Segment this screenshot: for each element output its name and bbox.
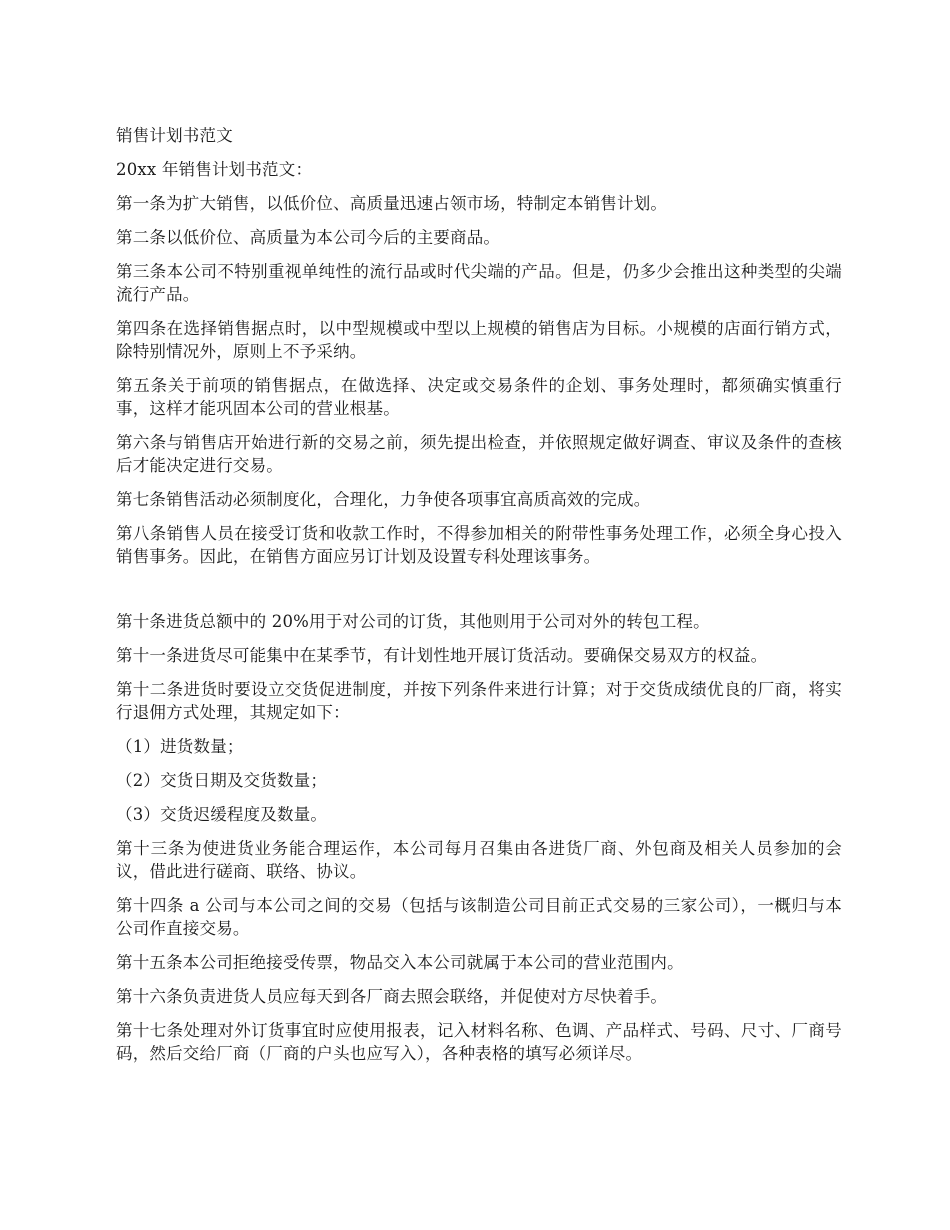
article-6: 第六条与销售店开始进行新的交易之前，须先提出检查，并依照规定做好调查、审议及条件的查核后才能决定进行交易。 (116, 433, 842, 475)
article-5: 第五条关于前项的销售据点，在做选择、决定或交易条件的企划、事务处理时，都须确实慎重行事，这样才能巩固本公司的营业根基。 (116, 376, 842, 418)
article-4: 第四条在选择销售据点时，以中型规模或中型以上规模的销售店为目标。小规模的店面行销方式，除特别情况外，原则上不予采纳。 (116, 319, 842, 361)
article-2: 第二条以低价位、高质量为本公司今后的主要商品。 (116, 228, 501, 247)
article-1: 第一条为扩大销售，以低价位、高质量迅速占领市场，特制定本销售计划。 (116, 194, 668, 213)
article-15: 第十五条本公司拒绝接受传票，物品交入本公司就属于本公司的营业范围内。 (116, 953, 684, 972)
article-11: 第十一条进货尽可能集中在某季节，有计划性地开展订货活动。要确保交易双方的权益。 (116, 646, 768, 665)
document-title: 销售计划书范文 (116, 126, 233, 145)
article-12: 第十二条进货时要设立交货促进制度，并按下列条件来进行计算；对于交货成绩优良的厂商，将实行退佣方式处理，其规定如下： (116, 680, 842, 722)
article-3: 第三条本公司不特别重视单纯性的流行品或时代尖端的产品。但是，仍多少会推出这种类型的尖端流行产品。 (116, 262, 842, 304)
article-10: 第十条进货总额中的 20%用于对公司的订货，其他则用于公司对外的转包工程。 (116, 612, 710, 631)
list-item-1: （1）进货数量； (116, 737, 244, 756)
article-17: 第十七条处理对外订货事宜时应使用报表，记入材料名称、色调、产品样式、号码、尺寸、厂商号码，然后交给厂商（厂商的户头也应写入），各种表格的填写必须详尽。 (116, 1021, 842, 1063)
article-16: 第十六条负责进货人员应每天到各厂商去照会联络，并促使对方尽快着手。 (116, 987, 668, 1006)
document-page (116, 124, 842, 1076)
list-item-2: （2）交货日期及交货数量； (116, 771, 328, 790)
article-14: 第十四条 a 公司与本公司之间的交易（包括与该制造公司目前正式交易的三家公司），一概归与本公司作直接交易。 (116, 896, 842, 938)
section-gap (116, 579, 842, 610)
list-item-3: （3）交货迟缓程度及数量。 (116, 805, 328, 824)
article-7: 第七条销售活动必须制度化，合理化，力争使各项事宜高质高效的完成。 (116, 490, 651, 509)
article-13: 第十三条为使进货业务能合理运作，本公司每月召集由各进货厂商、外包商及相关人员参加的会议，借此进行磋商、联络、协议。 (116, 839, 842, 881)
article-8: 第八条销售人员在接受订货和收款工作时，不得参加相关的附带性事务处理工作，必须全身心投入销售事务。因此，在销售方面应另订计划及设置专科处理该事务。 (116, 524, 842, 566)
document-subtitle: 20xx 年销售计划书范文： (116, 160, 313, 179)
